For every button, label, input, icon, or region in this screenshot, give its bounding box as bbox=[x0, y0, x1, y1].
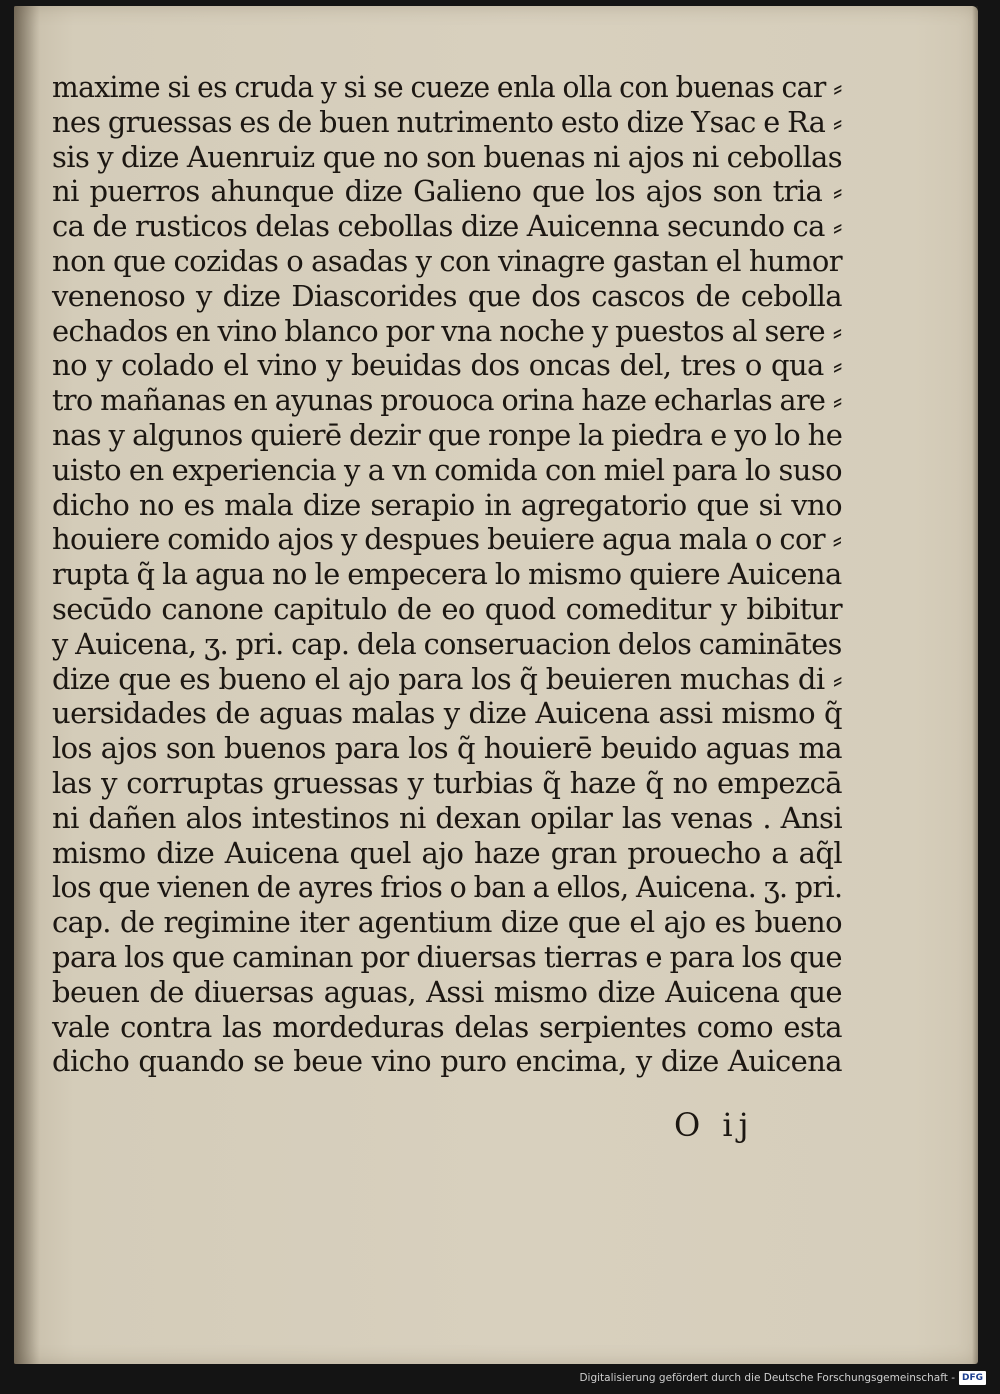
text-line: no y colado el vino y beuidas dos oncas del, tres o qua ⸗ bbox=[52, 348, 842, 383]
text-line: secūdo canone capitulo de eo quod comeditur y bibitur bbox=[52, 591, 842, 626]
text-line: uersidades de aguas malas y dize Auicena assi mismo q̃ bbox=[52, 696, 842, 731]
text-line: dicho quando se beue vino puro encima, y dize Auicena bbox=[52, 1044, 842, 1079]
dfg-logo: DFG bbox=[959, 1371, 986, 1385]
text-line: maxime si es cruda y si se cueze enla olla con buenas car ⸗ bbox=[52, 70, 842, 104]
text-line: mismo dize Auicena quel ajo haze gran prouecho a aq̃l bbox=[52, 835, 842, 870]
text-line: venenoso y dize Diascorides que dos cascos de cebolla bbox=[52, 278, 842, 313]
text-line: tro mañanas en ayunas prouoca orina haze echarlas are ⸗ bbox=[52, 383, 842, 418]
funding-note: Digitalisierung gefördert durch die Deutsche Forschungsgemeinschaft - bbox=[579, 1372, 955, 1384]
page-gutter-shadow bbox=[14, 6, 40, 1364]
text-line: rupta q̃ la agua no le empecera lo mismo quiere Auicena bbox=[52, 557, 842, 592]
text-line: ni puerros ahunque dize Galieno que los ajos son tria ⸗ bbox=[52, 174, 842, 209]
text-line: uisto en experiencia y a vn comida con miel para lo suso bbox=[52, 452, 842, 487]
book-page bbox=[14, 6, 978, 1364]
text-line: cap. de regimine iter agentium dize que el ajo es bueno bbox=[52, 905, 842, 940]
text-line: ca de rusticos delas cebollas dize Auicenna secundo ca ⸗ bbox=[52, 209, 842, 244]
text-line: dicho no es mala dize serapio in agregatorio que si vno bbox=[52, 487, 842, 522]
signature-mark: O ij bbox=[674, 1106, 755, 1144]
text-line: nes gruessas es de buen nutrimento esto dize Ysac e Ra ⸗ bbox=[52, 104, 842, 139]
text-line: y Auicena, ʒ. pri. cap. dela conseruacion delos caminātes bbox=[52, 626, 842, 661]
text-line: los ajos son buenos para los q̃ houierē beuido aguas ma bbox=[52, 731, 842, 766]
text-line: para los que caminan por diuersas tierras e para los que bbox=[52, 939, 842, 974]
text-line: beuen de diuersas aguas, Assi mismo dize Auicena que bbox=[52, 974, 842, 1009]
text-line: sis y dize Auenruiz que no son buenas ni ajos ni cebollas bbox=[52, 139, 842, 174]
page-text-block bbox=[52, 70, 842, 1079]
text-line: nas y algunos quierē dezir que ronpe la piedra e yo lo he bbox=[52, 417, 843, 452]
text-line: las y corruptas gruessas y turbias q̃ haze q̃ no empezcā bbox=[52, 765, 842, 800]
text-line: vale contra las mordeduras delas serpientes como esta bbox=[52, 1009, 842, 1044]
text-line: echados en vino blanco por vna noche y puestos al sere ⸗ bbox=[52, 313, 842, 348]
text-line: houiere comido ajos y despues beuiere agua mala o cor ⸗ bbox=[52, 522, 842, 557]
text-line: ni dañen alos intestinos ni dexan opilar las venas . Ansi bbox=[52, 800, 842, 835]
digitization-footer bbox=[579, 1370, 986, 1386]
text-line: dize que es bueno el ajo para los q̃ beuieren muchas di ⸗ bbox=[52, 661, 842, 696]
page-edge-shadow bbox=[972, 6, 978, 1364]
text-line: los que vienen de ayres frios o ban a ellos, Auicena. ʒ. pri. bbox=[52, 870, 843, 905]
text-line: non que cozidas o asadas y con vinagre gastan el humor bbox=[52, 243, 842, 278]
